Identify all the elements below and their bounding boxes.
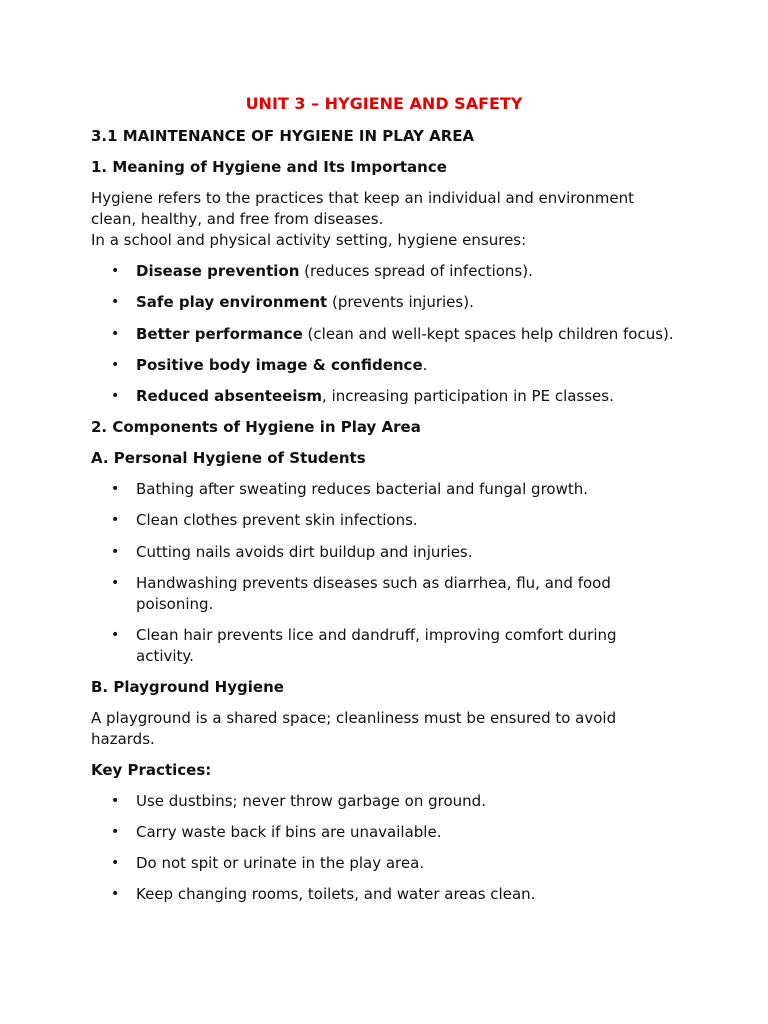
- intro-line: Hygiene refers to the practices that keep an individual and environment: [91, 189, 635, 207]
- bullet-icon: •: [111, 388, 120, 404]
- importance-item-bold: Positive body image & confidence: [136, 356, 423, 374]
- importance-item-text: [136, 386, 614, 407]
- intro-line: In a school and physical activity setting, hygiene ensures:: [91, 231, 527, 249]
- bullet-icon: •: [111, 793, 120, 809]
- bullet-icon: •: [111, 357, 120, 373]
- heading-hygiene-importance: 1. Meaning of Hygiene and Its Importance: [91, 158, 447, 176]
- practice-item-text: Carry waste back if bins are unavailable.: [136, 823, 442, 841]
- subheading-personal-hygiene: A. Personal Hygiene of Students: [91, 449, 366, 467]
- importance-item-text: [136, 292, 474, 313]
- bullet-icon: •: [111, 855, 120, 871]
- importance-item-rest: (reduces spread of infections).: [299, 262, 533, 280]
- bullet-icon: •: [111, 627, 120, 643]
- personal-item-text: Cutting nails avoids dirt buildup and injuries.: [136, 543, 473, 561]
- playground-intro-line: A playground is a shared space; cleanliness must be ensured to avoid: [91, 709, 617, 727]
- importance-item-rest: , increasing participation in PE classes.: [322, 387, 614, 405]
- personal-item-text: Bathing after sweating reduces bacterial and fungal growth.: [136, 480, 589, 498]
- importance-item-bold: Better performance: [136, 325, 303, 343]
- personal-item-text-continued: poisoning.: [136, 595, 214, 613]
- importance-item-rest: .: [422, 356, 428, 374]
- personal-item-text: Clean hair prevents lice and dandruff, improving comfort during: [136, 626, 617, 644]
- importance-item-text: [136, 355, 427, 376]
- bullet-icon: •: [111, 575, 120, 591]
- importance-item-rest: (prevents injuries).: [327, 293, 474, 311]
- bullet-icon: •: [111, 326, 120, 342]
- bullet-icon: •: [111, 481, 120, 497]
- key-practices-label: Key Practices:: [91, 761, 212, 779]
- importance-item-bold: Safe play environment: [136, 293, 328, 311]
- bullet-icon: •: [111, 294, 120, 310]
- bullet-icon: •: [111, 824, 120, 840]
- unit-title: UNIT 3 – HYGIENE AND SAFETY: [245, 94, 523, 113]
- personal-item-text-continued: activity.: [136, 647, 194, 665]
- subheading-playground-hygiene: B. Playground Hygiene: [91, 678, 284, 696]
- practice-item-text: Do not spit or urinate in the play area.: [136, 854, 425, 872]
- heading-components: 2. Components of Hygiene in Play Area: [91, 418, 421, 436]
- intro-line: clean, healthy, and free from diseases.: [91, 210, 384, 228]
- playground-intro-line: hazards.: [91, 730, 155, 748]
- bullet-icon: •: [111, 886, 120, 902]
- bullet-icon: •: [111, 263, 120, 279]
- personal-item-text: Handwashing prevents diseases such as diarrhea, flu, and food: [136, 574, 611, 592]
- practice-item-text: Keep changing rooms, toilets, and water areas clean.: [136, 885, 536, 903]
- bullet-icon: •: [111, 544, 120, 560]
- importance-item-text: [136, 324, 674, 345]
- importance-item-bold: Disease prevention: [136, 262, 300, 280]
- personal-item-text: Clean clothes prevent skin infections.: [136, 511, 418, 529]
- importance-item-bold: Reduced absenteeism: [136, 387, 323, 405]
- section-heading: 3.1 MAINTENANCE OF HYGIENE IN PLAY AREA: [91, 127, 475, 145]
- practice-item-text: Use dustbins; never throw garbage on ground.: [136, 792, 486, 810]
- importance-item-rest: (clean and well-kept spaces help children focus).: [302, 325, 674, 343]
- importance-item-text: [136, 261, 533, 282]
- bullet-icon: •: [111, 512, 120, 528]
